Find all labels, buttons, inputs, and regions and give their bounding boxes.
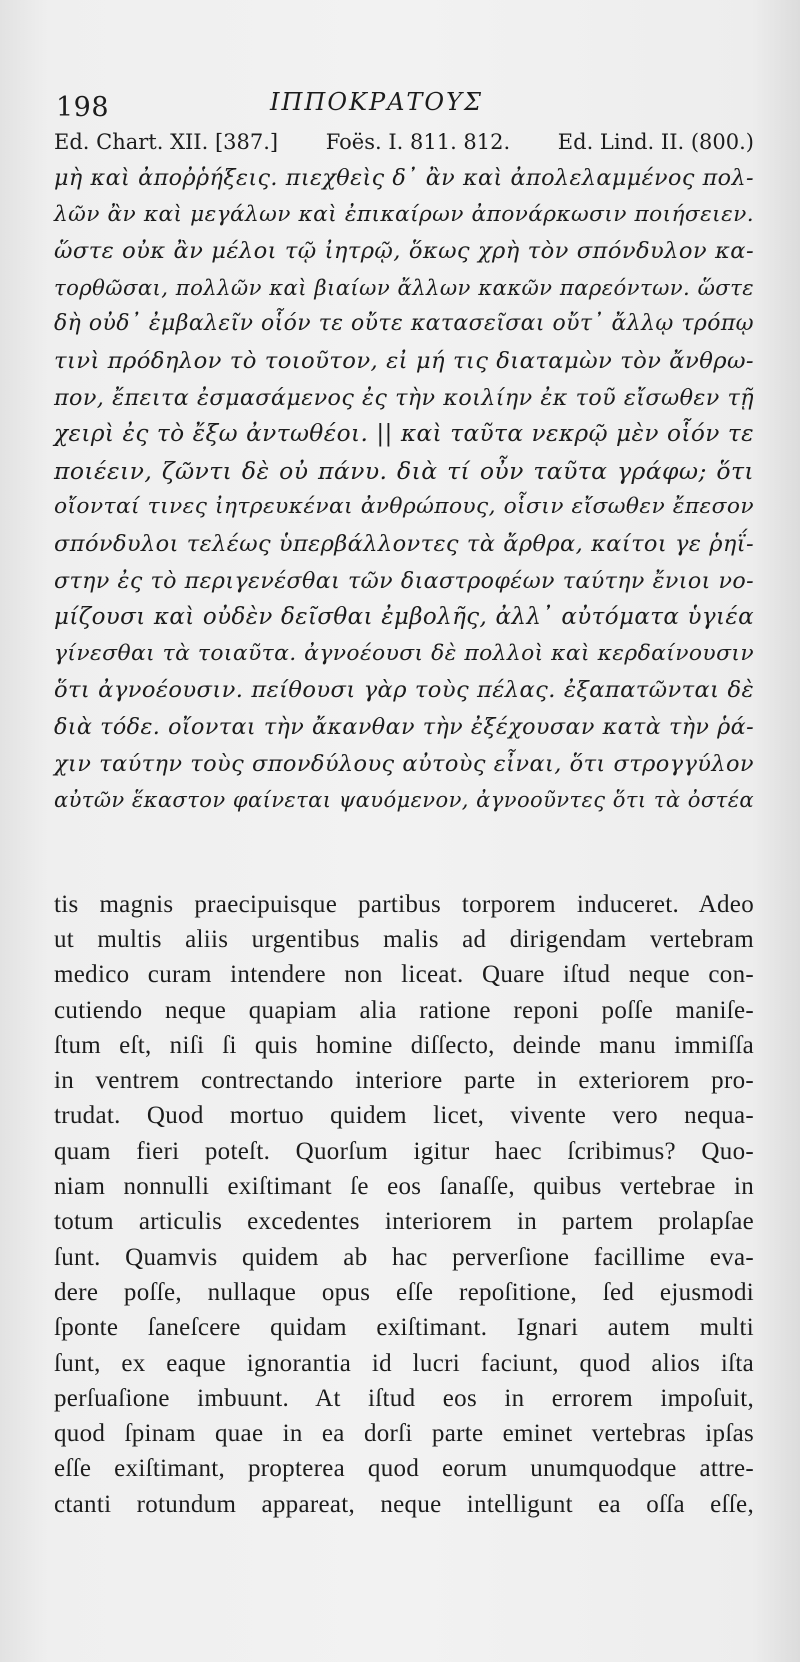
latin-translation-block	[54, 887, 754, 1522]
page-header	[54, 88, 754, 126]
latin-text-line: tis magnis praecipuisque partibus torporem induceret. Adeo	[54, 890, 754, 918]
page-number: 198	[56, 92, 110, 123]
greek-text-line: ποιέειν, ζῶντι δὲ οὐ πάνυ. διὰ τί οὖν ταῦτα γράφω; ὅτι	[54, 456, 754, 485]
edition-reference-line	[54, 130, 754, 154]
greek-text-line: μίζουσι καὶ οὐδὲν δεῖσθαι ἐμβολῆς, ἀλλ᾿ αὐτόματα ὑγιέα	[54, 604, 754, 631]
latin-text-line: quam fieri poteſt. Quorſum igitur haec ſcribimus? Quo-	[54, 1137, 754, 1165]
greek-text-line: μὴ καὶ ἀποῤῥήξεις. πιεχθεὶς δ᾿ ἂν καὶ ἀπολελαμμένος πολ-	[54, 165, 754, 191]
running-title: ΙΠΠΟΚΡΑΤΟΥΣ	[270, 88, 483, 116]
latin-text-line: niam nonnulli exiſtimant ſe eos ſanaſſe, quibus vertebrae in	[54, 1173, 754, 1201]
greek-text-line: διὰ τόδε. οἴονται τὴν ἄκανθαν τὴν ἐξέχουσαν κατὰ τὴν ῥά-	[54, 713, 754, 740]
latin-text-line: ut multis aliis urgentibus malis ad dirigendam vertebram	[54, 925, 754, 953]
latin-text-line: trudat. Quod mortuo quidem licet, vivente vero nequa-	[54, 1102, 754, 1130]
latin-text-line: perſuaſione imbuunt. At iſtud eos in errorem impoſuit,	[54, 1384, 754, 1412]
linden-edition-ref: Ed. Lind. II. (800.)	[557, 130, 754, 154]
latin-text-line: ctanti rotundum appareat, neque intelligunt ea oſſa eſſe,	[54, 1490, 754, 1518]
greek-text-line: δὴ οὐδ᾿ ἐμβαλεῖν οἷόν τε οὔτε κατασεῖσαι οὔτ᾿ ἄλλῳ τρόπῳ	[54, 311, 754, 337]
latin-text-line: in ventrem contrectando interiore parte in exteriorem pro-	[54, 1067, 754, 1095]
latin-text-line: ſunt. Quamvis quidem ab hac perverſione facillime eva-	[54, 1243, 754, 1271]
greek-text-line: τινὶ πρόδηλον τὸ τοιοῦτον, εἰ μή τις διαταμὼν τὸν ἄνθρω-	[54, 347, 754, 374]
latin-text-line: ſunt, ex eaque ignorantia id lucri faciunt, quod alios iſta	[54, 1349, 754, 1377]
latin-text-line: ſponte ſaneſcere quidam exiſtimant. Ignari autem multi	[54, 1314, 754, 1342]
greek-text-line: λῶν ἂν καὶ μεγάλων καὶ ἐπικαίρων ἀπονάρκωσιν ποιήσειεν.	[54, 201, 754, 227]
greek-text-block	[54, 160, 754, 819]
greek-text-line: αὐτῶν ἕκαστον φαίνεται ψαυόμενον, ἀγνοοῦντες ὅτι τὰ ὀστέα	[54, 787, 754, 813]
latin-text-line: ſtum eſt, niſi ſi quis homine diſſecto, deinde manu immiſſa	[54, 1031, 754, 1059]
greek-text-line: χειρὶ ἐς τὸ ἔξω ἀντωθέοι. || καὶ ταῦτα νεκρῷ μὲν οἷόν τε	[54, 420, 754, 448]
greek-text-line: σπόνδυλοι τελέως ὑπερβάλλοντες τὰ ἄρθρα, καίτοι γε ῥηΐ-	[54, 530, 754, 557]
latin-text-line: medico curam intendere non liceat. Quare iſtud neque con-	[54, 961, 754, 989]
greek-text-line: χιν ταύτην τοὺς σπονδύλους αὐτοὺς εἶναι, ὅτι στρογγύλον	[54, 750, 754, 777]
latin-text-line: quod ſpinam quae in ea dorſi parte eminet vertebras ipſas	[54, 1420, 754, 1448]
greek-text-line: οἴονταί τινες ἰητρευκέναι ἀνθρώπους, οἷσιν εἴσωθεν ἔπεσον	[54, 494, 754, 520]
greek-text-line: τορθῶσαι, πολλῶν καὶ βιαίων ἄλλων κακῶν παρεόντων. ὥστε	[54, 274, 754, 300]
greek-text-line: πον, ἔπειτα ἐσμασάμενος ἐς τὴν κοιλίην ἐκ τοῦ εἴσωθεν τῇ	[54, 384, 754, 411]
chartier-edition-ref: Ed. Chart. XII. [387.]	[54, 130, 279, 154]
greek-text-line: στην ἐς τὸ περιγενέσθαι τῶν διαστροφέων ταύτην ἔνιοι νο-	[54, 567, 754, 594]
greek-text-line: ὥστε οὐκ ἂν μέλοι τῷ ἰητρῷ, ὅκως χρὴ τὸν σπόνδυλον κα-	[54, 238, 754, 265]
foes-edition-ref: Foës. I. 811. 812.	[325, 130, 511, 154]
latin-text-line: eſſe exiſtimant, propterea quod eorum unumquodque attre-	[54, 1455, 754, 1483]
latin-text-line: cutiendo neque quapiam alia ratione reponi poſſe maniſe-	[54, 996, 754, 1024]
latin-text-line: totum articulis excedentes interiorem in partem prolapſae	[54, 1208, 754, 1236]
latin-text-line: dere poſſe, nullaque opus eſſe repoſitione, ſed ejusmodi	[54, 1278, 754, 1306]
greek-text-line: ὅτι ἀγνοέουσιν. πείθουσι γὰρ τοὺς πέλας. ἐξαπατῶνται δὲ	[54, 677, 754, 704]
greek-text-line: γίνεσθαι τὰ τοιαῦτα. ἀγνοέουσι δὲ πολλοὶ καὶ κερδαίνουσιν	[54, 640, 754, 666]
